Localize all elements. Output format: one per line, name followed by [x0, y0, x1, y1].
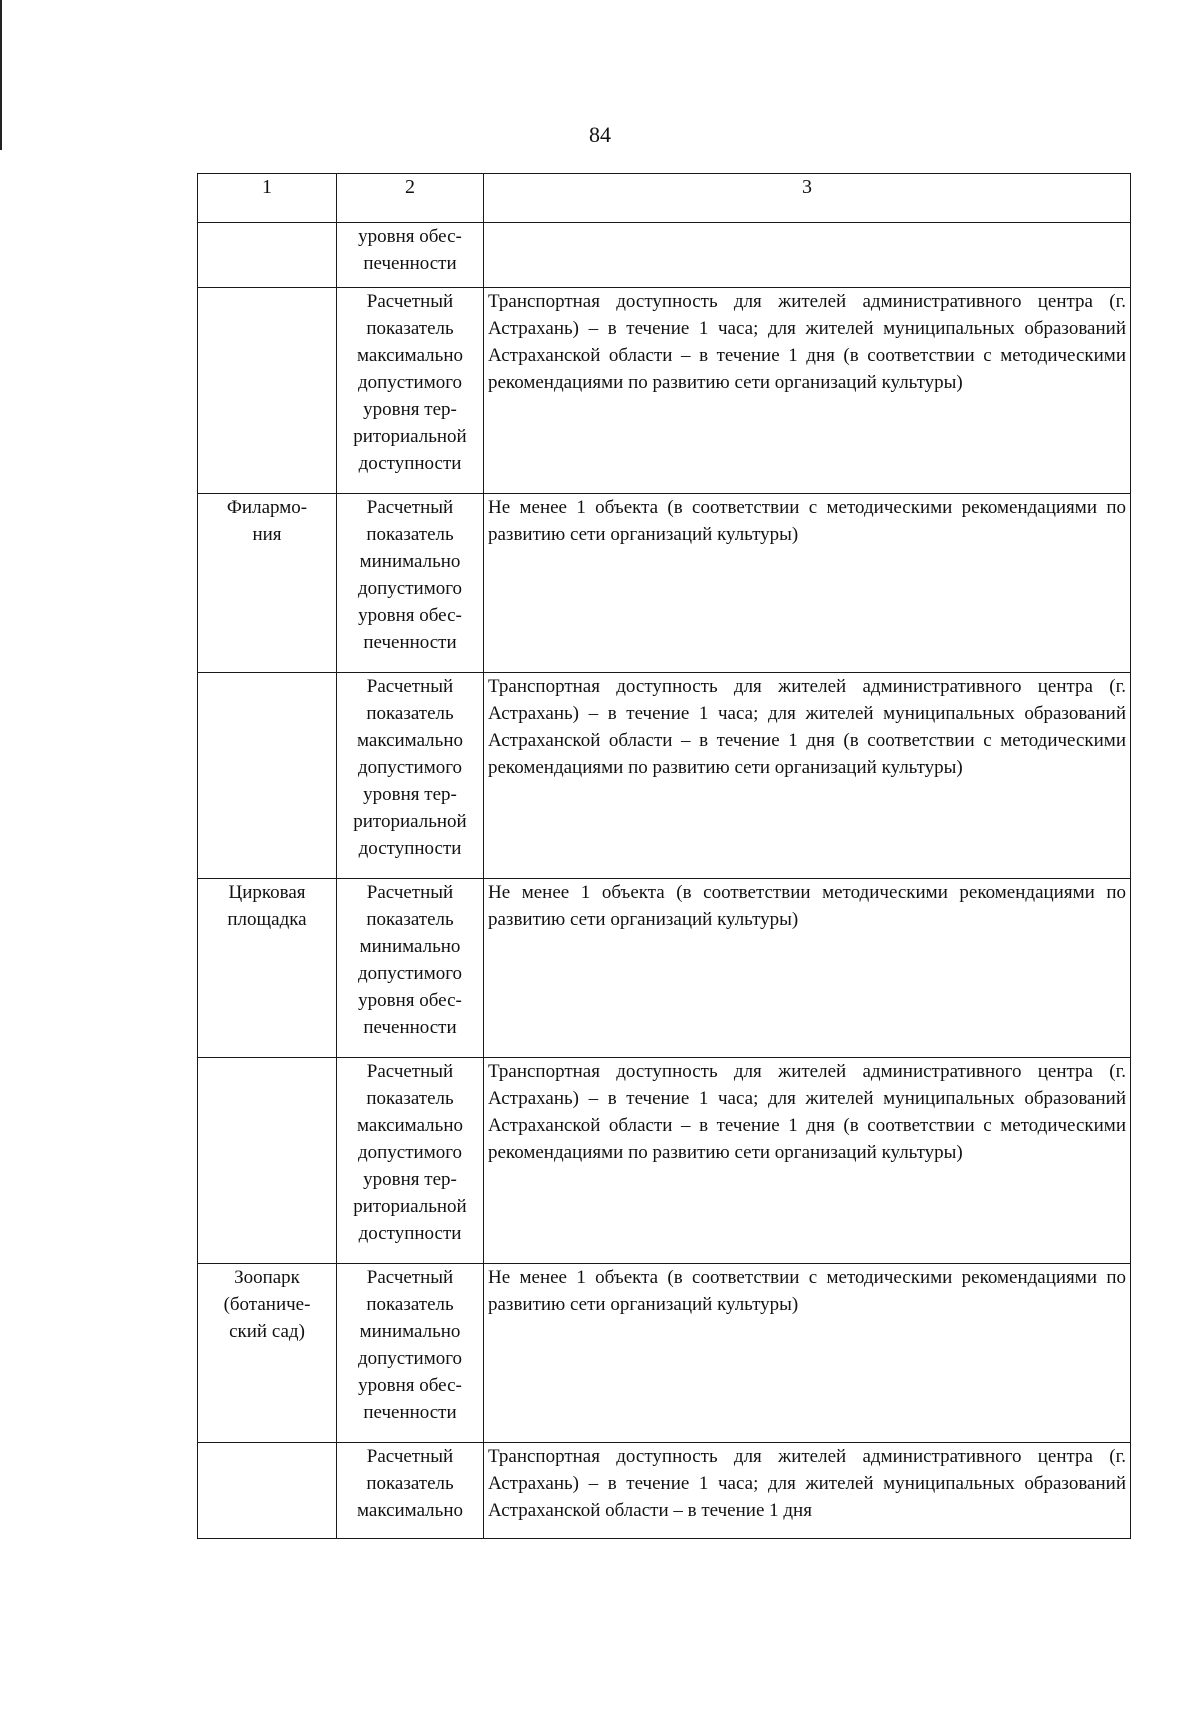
value-cell: Не менее 1 объекта (в соответствии методическими рекомендациями по развитию сети организаций культуры): [484, 879, 1131, 1058]
object-line: (ботаниче-: [223, 1294, 311, 1315]
value-cell: Не менее 1 объекта (в соответствии с методическими рекомендациями по развитию сети организаций культуры): [484, 494, 1131, 673]
table-row: [198, 1264, 1131, 1443]
indicator-cell: [337, 288, 484, 494]
indicator-line: печенности: [363, 1017, 457, 1038]
value-cell: Не менее 1 объекта (в соответствии с методическими рекомендациями по развитию сети организаций культуры): [484, 1264, 1131, 1443]
object-line: площадка: [227, 909, 307, 930]
indicator-line: показатель: [366, 318, 454, 339]
column-header-2: 2: [337, 174, 484, 223]
object-cell: [198, 673, 337, 879]
indicator-line: риториальной: [353, 1196, 467, 1217]
indicator-line: допустимого: [357, 963, 463, 984]
indicator-line: Расчетный: [366, 882, 454, 903]
indicator-line: уровня обес-: [358, 605, 462, 626]
indicator-line: минимально: [359, 936, 461, 957]
indicator-cell: [337, 494, 484, 673]
indicator-cell: [337, 673, 484, 879]
object-cell: [198, 494, 337, 673]
indicator-line: печенности: [363, 253, 457, 274]
indicator-line: максимально: [357, 1500, 463, 1521]
indicator-line: допустимого: [357, 372, 463, 393]
indicator-line: максимально: [357, 345, 463, 366]
table-row: [198, 1443, 1131, 1539]
value-cell: [484, 223, 1131, 288]
table-row: [198, 1058, 1131, 1264]
indicator-line: риториальной: [353, 426, 467, 447]
indicator-line: показатель: [366, 909, 454, 930]
indicator-line: показатель: [366, 1473, 454, 1494]
indicator-cell: [337, 1264, 484, 1443]
indicator-line: Расчетный: [366, 1267, 454, 1288]
object-line: Зоопарк: [234, 1267, 300, 1288]
indicator-line: печенности: [363, 632, 457, 653]
object-cell: [198, 223, 337, 288]
value-cell: Транспортная доступность для жителей административного центра (г. Астрахань) – в течение 1 часа; для жителей муниципальных образований Астраханской области – в течение 1 дня (в соответствии с методическими рекомендациями по развитию сети организаций культуры): [484, 1058, 1131, 1264]
indicator-line: показатель: [366, 524, 454, 545]
object-line: Цирковая: [228, 882, 306, 903]
indicator-line: минимально: [359, 551, 461, 572]
value-cell: Транспортная доступность для жителей административного центра (г. Астрахань) – в течение 1 часа; для жителей муниципальных образований Астраханской области – в течение 1 дня: [484, 1443, 1131, 1539]
indicator-line: уровня тер-: [363, 399, 457, 420]
object-cell: [198, 1058, 337, 1264]
indicator-line: максимально: [357, 730, 463, 751]
indicator-line: доступности: [358, 1223, 462, 1244]
indicator-line: допустимого: [357, 757, 463, 778]
column-header-1: 1: [198, 174, 337, 223]
indicator-line: доступности: [358, 453, 462, 474]
value-cell: Транспортная доступность для жителей административного центра (г. Астрахань) – в течение 1 часа; для жителей муниципальных образований Астраханской области – в течение 1 дня (в соответствии с методическими рекомендациями по развитию сети организаций культуры): [484, 673, 1131, 879]
header-row: [198, 174, 1131, 223]
object-cell: [198, 879, 337, 1058]
table-row: [198, 879, 1131, 1058]
indicator-cell: [337, 223, 484, 288]
indicator-line: уровня обес-: [358, 1375, 462, 1396]
indicator-line: Расчетный: [366, 497, 454, 518]
indicator-line: печенности: [363, 1402, 457, 1423]
indicator-line: Расчетный: [366, 676, 454, 697]
indicator-line: уровня обес-: [358, 226, 462, 247]
object-line: ский сад): [229, 1321, 305, 1342]
indicator-line: допустимого: [357, 578, 463, 599]
indicator-line: доступности: [358, 838, 462, 859]
page-number: 84: [589, 122, 611, 147]
indicator-line: максимально: [357, 1115, 463, 1136]
object-line: Филармо-: [226, 497, 308, 518]
indicator-cell: [337, 1443, 484, 1539]
indicator-cell: [337, 1058, 484, 1264]
object-line: ния: [252, 524, 282, 545]
column-header-3: 3: [484, 174, 1131, 223]
indicator-line: допустимого: [357, 1348, 463, 1369]
indicator-line: Расчетный: [366, 1061, 454, 1082]
indicator-line: минимально: [359, 1321, 461, 1342]
indicator-line: показатель: [366, 703, 454, 724]
indicator-cell: [337, 879, 484, 1058]
table-row: [198, 223, 1131, 288]
object-cell: [198, 288, 337, 494]
indicator-line: показатель: [366, 1294, 454, 1315]
table-row: [198, 494, 1131, 673]
indicator-line: риториальной: [353, 811, 467, 832]
indicator-line: уровня тер-: [363, 784, 457, 805]
value-cell: Транспортная доступность для жителей административного центра (г. Астрахань) – в течение 1 часа; для жителей муниципальных образований Астраханской области – в течение 1 дня (в соответствии с методическими рекомендациями по развитию сети организаций культуры): [484, 288, 1131, 494]
indicator-line: показатель: [366, 1088, 454, 1109]
indicator-line: Расчетный: [366, 1446, 454, 1467]
table-row: [198, 288, 1131, 494]
indicator-line: Расчетный: [366, 291, 454, 312]
indicator-line: уровня тер-: [363, 1169, 457, 1190]
table-row: [198, 673, 1131, 879]
indicator-line: уровня обес-: [358, 990, 462, 1011]
indicator-line: допустимого: [357, 1142, 463, 1163]
object-cell: [198, 1443, 337, 1539]
object-cell: [198, 1264, 337, 1443]
standards-table: [197, 173, 1131, 1539]
